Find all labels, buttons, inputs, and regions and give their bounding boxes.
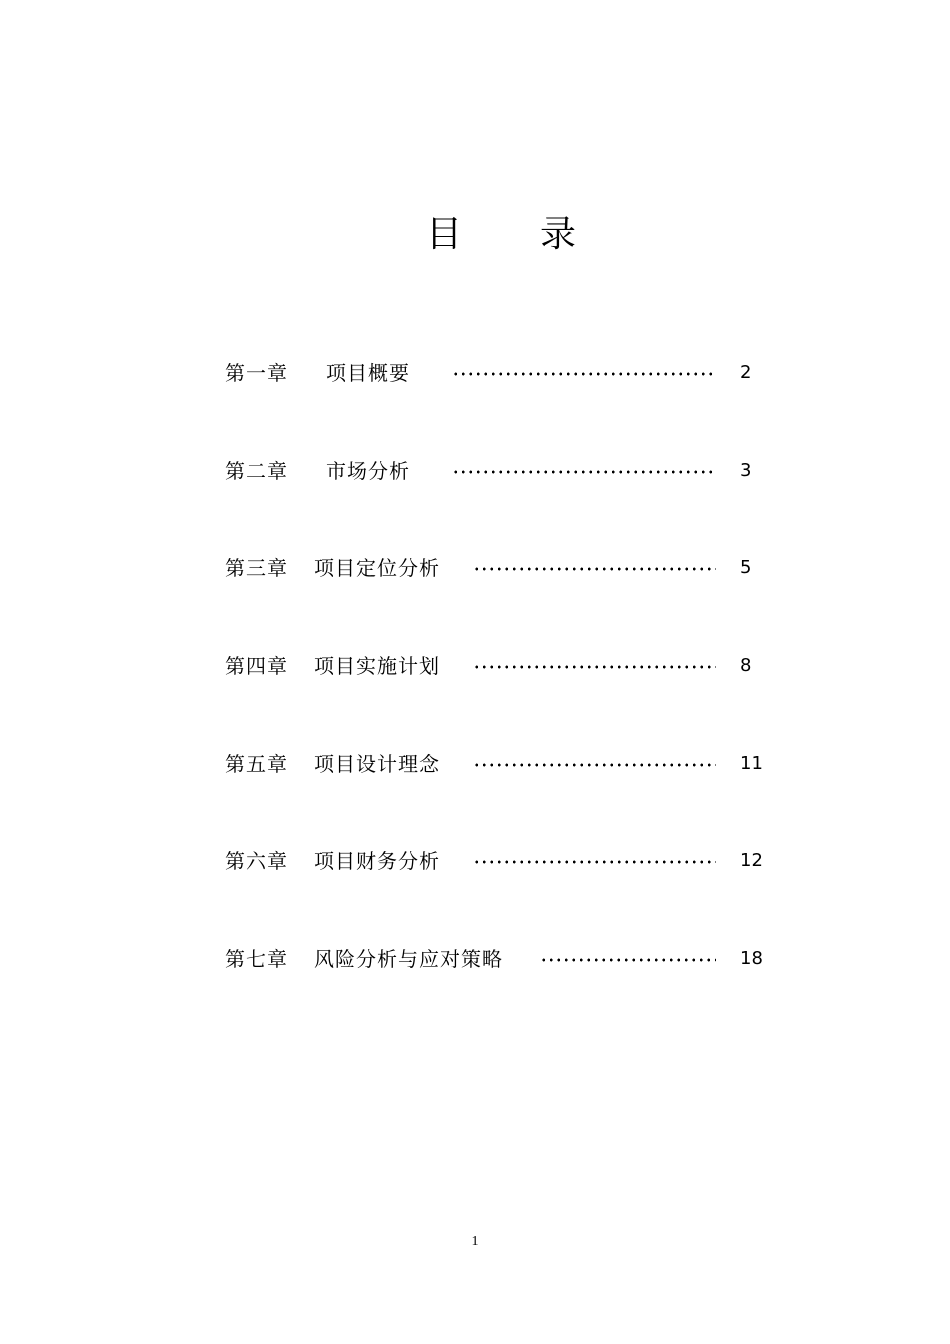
toc-topic-label: 风险分析与应对策略	[314, 947, 503, 971]
page-number-footer: 1	[471, 1234, 479, 1249]
toc-title	[0, 210, 950, 266]
toc-page-number: 8	[740, 655, 752, 676]
toc-page-number: 3	[740, 460, 752, 481]
dot-leader	[540, 958, 716, 962]
dot-leader	[473, 567, 716, 571]
toc-entry-3[interactable]	[0, 553, 950, 585]
toc-entry-7[interactable]	[0, 944, 950, 976]
dot-leader	[473, 763, 716, 767]
toc-topic-label: 项目财务分析	[314, 849, 440, 873]
toc-topic-label: 项目实施计划	[314, 654, 440, 678]
toc-entry-2[interactable]	[0, 456, 950, 488]
toc-topic-label: 项目概要	[326, 361, 410, 385]
dot-leader	[452, 470, 716, 474]
toc-page-number: 18	[740, 948, 763, 969]
toc-entry-4[interactable]	[0, 651, 950, 683]
toc-chapter-label: 第三章	[225, 556, 288, 580]
toc-topic-label: 市场分析	[326, 459, 410, 483]
dot-leader	[473, 665, 716, 669]
toc-title-char-1: 目	[426, 214, 463, 255]
toc-chapter-label: 第二章	[225, 459, 288, 483]
toc-entry-1[interactable]	[0, 358, 950, 390]
toc-entry-5[interactable]	[0, 749, 950, 781]
toc-page-number: 2	[740, 362, 752, 383]
toc-page-number: 11	[740, 753, 763, 774]
toc-chapter-label: 第六章	[225, 849, 288, 873]
toc-page-number: 12	[740, 850, 763, 871]
toc-page-number: 5	[740, 557, 752, 578]
toc-chapter-label: 第七章	[225, 947, 288, 971]
dot-leader	[473, 860, 716, 864]
toc-topic-label: 项目定位分析	[314, 556, 440, 580]
toc-chapter-label: 第一章	[225, 361, 288, 385]
toc-chapter-label: 第五章	[225, 752, 288, 776]
toc-title-char-2: 录	[540, 214, 577, 255]
toc-topic-label: 项目设计理念	[314, 752, 440, 776]
dot-leader	[452, 372, 716, 376]
toc-entry-6[interactable]	[0, 846, 950, 878]
toc-chapter-label: 第四章	[225, 654, 288, 678]
